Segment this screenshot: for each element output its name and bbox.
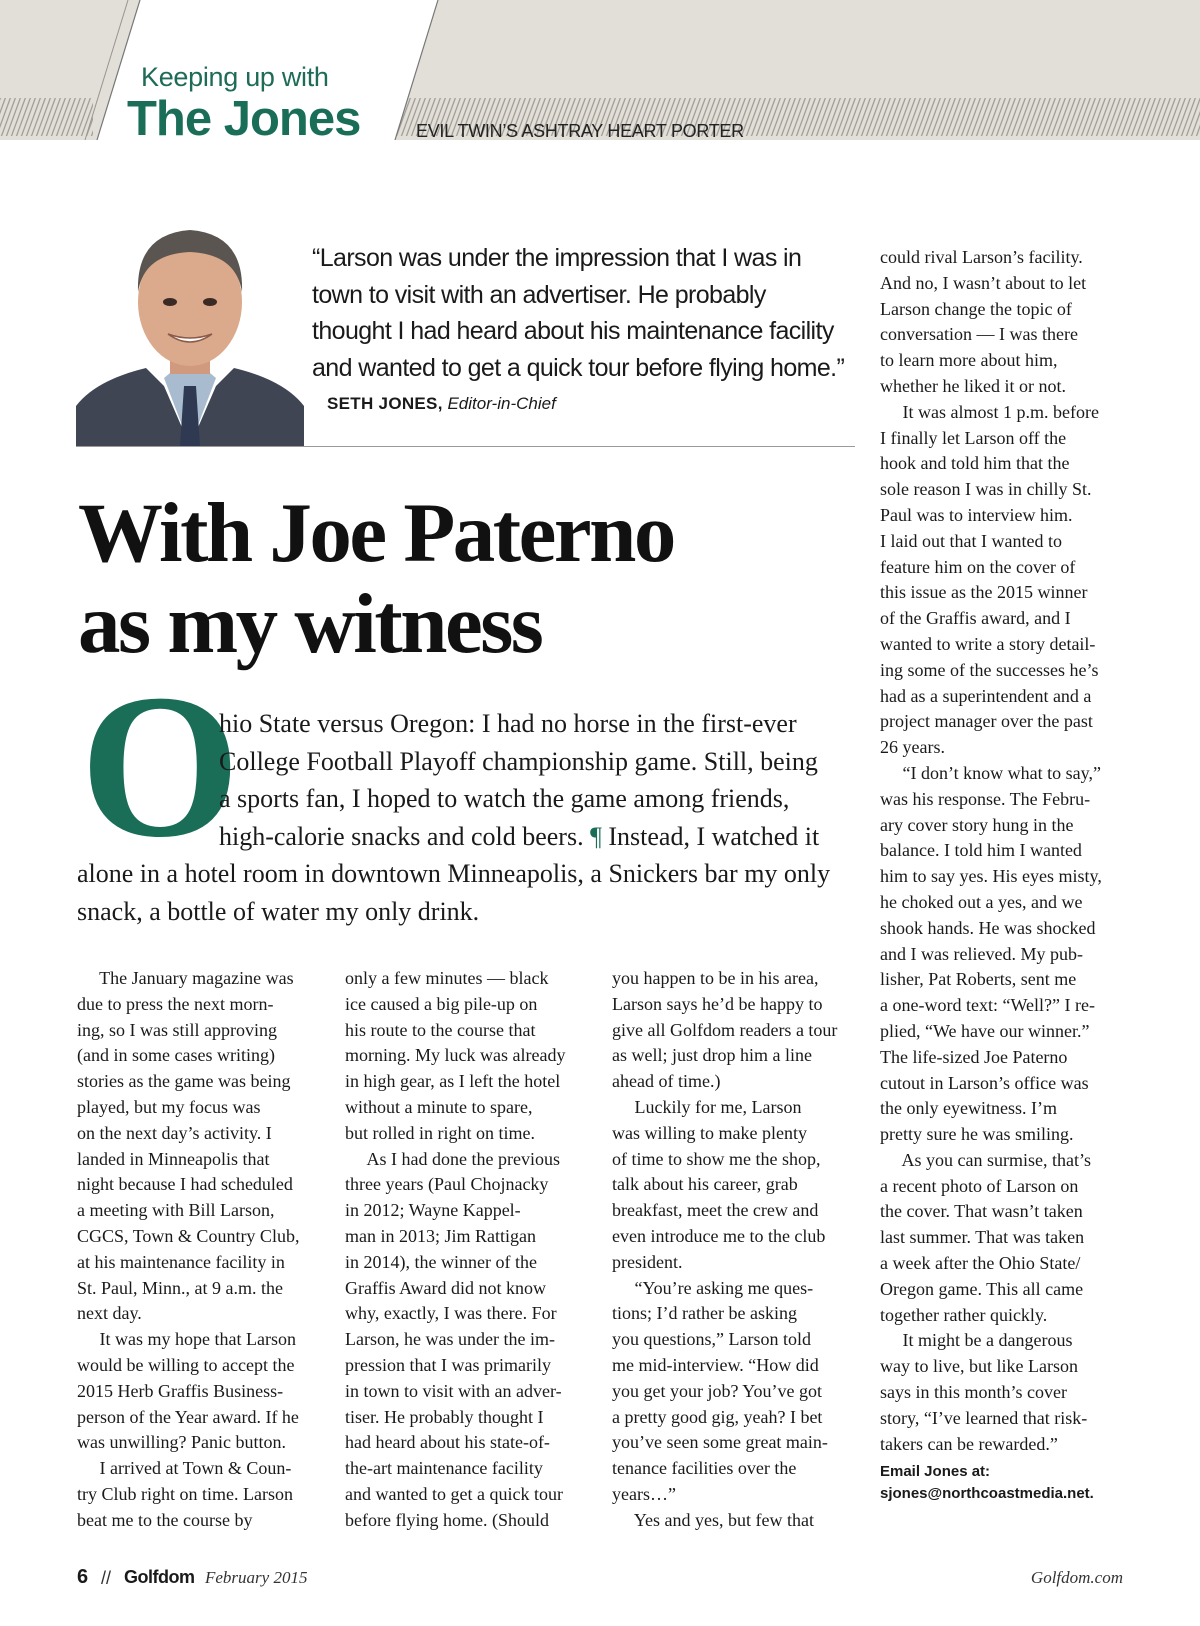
lede-line: College Football Playoff championship game. Still, being [219,746,818,776]
body-line: (and in some cases writing) [77,1045,275,1066]
body-line: a week after the Ohio State/ [880,1253,1081,1274]
body-line: Oregon game. This all came [880,1278,1084,1299]
body-line: I laid out that I wanted to [880,530,1062,551]
body-column-1 [77,966,299,1534]
body-line: why, exactly, I was there. For [345,1303,557,1324]
lede-line: snack, a bottle of water my only drink. [77,896,480,926]
body-line: Yes and yes, but few that [612,1509,814,1530]
headline [78,488,858,670]
author-name: SETH JONES, [327,394,443,413]
body-line: I finally let Larson off the [880,427,1067,448]
body-line: ice caused a big pile-up on [345,993,538,1014]
body-line: ing, so I was still approving [77,1019,277,1040]
divider-rule [76,446,855,447]
body-line: last summer. That was taken [880,1227,1085,1248]
body-line: says in this month’s cover [880,1382,1067,1403]
pull-quote-line: thought I had heard about his maintenance facility [312,317,834,345]
body-line: years…” [612,1483,676,1504]
footer-separator: // [101,1568,112,1588]
headline-line: as my witness [78,577,542,671]
body-line: the-art maintenance facility [345,1458,543,1479]
body-line: ary cover story hung in the [880,814,1074,835]
body-line: morning. My luck was already [345,1045,566,1066]
body-line: The life-sized Joe Paterno [880,1046,1068,1067]
body-line: had as a superintendent and a [880,685,1092,706]
body-line: ahead of time.) [612,1071,721,1092]
body-line: “I don’t know what to say,” [880,762,1101,783]
lede-line: high-calorie snacks and cold beers. ¶ Instead, I watched it [219,821,820,851]
body-line: was unwilling? Panic button. [77,1432,286,1453]
body-line: a pretty good gig, yeah? I bet [612,1406,823,1427]
body-line: you’ve seen some great main- [612,1432,828,1453]
body-line: the only eyewitness. I’m [880,1098,1057,1119]
body-line: you get your job? You’ve got [612,1380,822,1401]
body-line: at his maintenance facility in [77,1251,285,1272]
body-line: way to live, but like Larson [880,1356,1078,1377]
body-line: Luckily for me, Larson [612,1096,802,1117]
body-line: you happen to be in his area, [612,968,819,988]
body-line: a one-word text: “Well?” I re- [880,995,1095,1016]
pull-quote-attribution [327,394,556,414]
body-line: to learn more about him, [880,350,1058,371]
beer-note: EVIL TWIN’S ASHTRAY HEART PORTER [416,121,744,140]
email-label: Email Jones at: [880,1463,991,1481]
body-line: was his response. The Febru- [880,788,1091,809]
body-column-4 [880,245,1102,1505]
body-line: conversation — I was there [880,324,1078,345]
body-line: ing some of the successes he’s [880,659,1099,680]
body-line: in 2012; Wayne Kappel- [345,1200,521,1221]
body-line: only a few minutes — black [345,968,549,988]
body-line: stories as the game was being [77,1071,291,1092]
body-line: next day. [77,1303,142,1324]
body-line: plied, “We have our winner.” [880,1020,1090,1041]
body-line: sole reason I was in chilly St. [880,479,1092,500]
body-line: talk about his career, grab [612,1174,798,1195]
body-line: on the next day’s activity. I [77,1122,272,1143]
body-line: president. [612,1251,683,1272]
body-line: and wanted to get a quick tour [345,1483,563,1504]
body-line: St. Paul, Minn., at 9 a.m. the [77,1277,283,1298]
body-column-3 [612,966,837,1534]
lede-line: hio State versus Oregon: I had no horse in the first-ever [219,709,797,738]
body-line: And no, I wasn’t about to let [880,272,1087,293]
body-line: you questions,” Larson told [612,1329,811,1350]
body-line: It was my hope that Larson [77,1329,296,1350]
author-photo [76,210,304,446]
body-line: as well; just drop him a line [612,1045,812,1066]
body-line: pretty sure he was smiling. [880,1124,1074,1145]
column-title: The Jones [127,92,361,140]
body-line: before flying home. (Should [345,1509,549,1530]
body-line: he choked out a yes, and we [880,891,1083,912]
body-line: night because I had scheduled [77,1174,293,1195]
body-line: hook and told him that the [880,453,1070,474]
column-4-lines [880,245,1102,1457]
column-kicker: Keeping up with [141,62,329,92]
body-line: tiser. He probably thought I [345,1406,544,1427]
body-line: shook hands. He was shocked [880,917,1096,938]
body-line: could rival Larson’s facility. [880,247,1083,267]
lede-paragraph [77,705,857,930]
body-line: in high gear, as I left the hotel [345,1071,561,1092]
body-line: 2015 Herb Graffis Business- [77,1380,284,1401]
body-line: this issue as the 2015 winner [880,582,1088,603]
body-line: had heard about his state-of- [345,1432,550,1453]
body-line: Paul was to interview him. [880,504,1073,525]
body-line: of the Graffis award, and I [880,608,1071,629]
header-band [0,0,1200,140]
body-line: “You’re asking me ques- [612,1277,814,1298]
body-line: CGCS, Town & Country Club, [77,1225,300,1246]
body-line: beat me to the course by [77,1509,253,1530]
body-line: would be willing to accept the [77,1354,295,1375]
pull-quote [312,240,860,386]
body-line: tenance facilities over the [612,1458,797,1479]
body-line: Graffis Award did not know [345,1277,546,1298]
body-line: give all Golfdom readers a tour [612,1019,838,1040]
body-line: man in 2013; Jim Rattigan [345,1225,536,1246]
body-line: takers can be rewarded.” [880,1433,1058,1454]
pull-quote-line: “Larson was under the impression that I was in [312,244,802,272]
body-line: It was almost 1 p.m. before [880,401,1099,422]
body-line: without a minute to spare, [345,1096,533,1117]
pull-quote-line: town to visit with an advertiser. He probably [312,280,766,309]
footer-magazine-name: Golfdom [124,1567,195,1587]
body-line: in town to visit with an adver- [345,1380,562,1401]
body-line: even introduce me to the club [612,1225,826,1246]
body-line: a recent photo of Larson on [880,1175,1079,1196]
body-line: person of the Year award. If he [77,1406,299,1427]
body-line: As you can surmise, that’s [880,1149,1091,1170]
body-line: tions; I’d rather be asking [612,1303,797,1324]
drop-cap: O [80,651,241,880]
body-line: feature him on the cover of [880,556,1076,577]
body-line: played, but my focus was [77,1096,261,1117]
body-line: lisher, Pat Roberts, sent me [880,969,1077,990]
email-link[interactable]: sjones@northcoastmedia.net. [880,1485,1094,1503]
body-line: pression that I was primarily [345,1354,551,1375]
body-line: in 2014), the winner of the [345,1251,537,1272]
pull-quote-line: and wanted to get a quick tour before flying home.” [312,353,845,382]
body-line: Larson change the topic of [880,298,1072,319]
body-line: project manager over the past [880,711,1093,732]
lede-line: alone in a hotel room in downtown Minneapolis, a Snickers bar my only [77,859,831,888]
body-line: due to press the next morn- [77,993,274,1014]
body-line: It might be a dangerous [880,1330,1073,1351]
body-line: try Club right on time. Larson [77,1483,293,1504]
body-line: landed in Minneapolis that [77,1148,270,1169]
body-line: breakfast, meet the crew and [612,1200,819,1221]
body-line: the cover. That wasn’t taken [880,1201,1083,1222]
body-line: whether he liked it or not. [880,375,1066,396]
lede-line: a sports fan, I hoped to watch the game among friends, [219,784,790,813]
body-column-2 [345,966,565,1534]
body-line: together rather quickly. [880,1304,1048,1325]
body-line: his route to the course that [345,1019,536,1040]
body-line: 26 years. [880,737,945,758]
body-line: As I had done the previous [345,1148,560,1169]
footer-website[interactable]: Golfdom.com [1030,1568,1123,1587]
body-line: and I was relieved. My pub- [880,943,1083,964]
body-line: The January magazine was [77,968,294,988]
body-line: story, “I’ve learned that risk- [880,1407,1088,1428]
body-line: cutout in Larson’s office was [880,1072,1089,1093]
body-line: him to say yes. His eyes misty, [880,866,1102,887]
body-line: was willing to make plenty [612,1122,807,1143]
page-number: 6 [77,1566,89,1588]
author-role: Editor-in-Chief [447,394,556,413]
body-line: of time to show me the shop, [612,1148,821,1169]
body-line: Larson says he’d be happy to [612,993,823,1014]
body-line: but rolled in right on time. [345,1122,535,1143]
body-line: I arrived at Town & Coun- [77,1458,292,1479]
pilcrow: ¶ [590,821,602,851]
body-line: me mid-interview. “How did [612,1354,819,1375]
body-line: three years (Paul Chojnacky [345,1174,549,1195]
footer-issue-date: February 2015 [205,1568,308,1587]
headline-line: With Joe Paterno [78,486,674,580]
body-line: wanted to write a story detail- [880,633,1096,654]
body-line: Larson, he was under the im- [345,1329,555,1350]
body-line: balance. I told him I wanted [880,840,1082,861]
body-line: a meeting with Bill Larson, [77,1200,275,1221]
